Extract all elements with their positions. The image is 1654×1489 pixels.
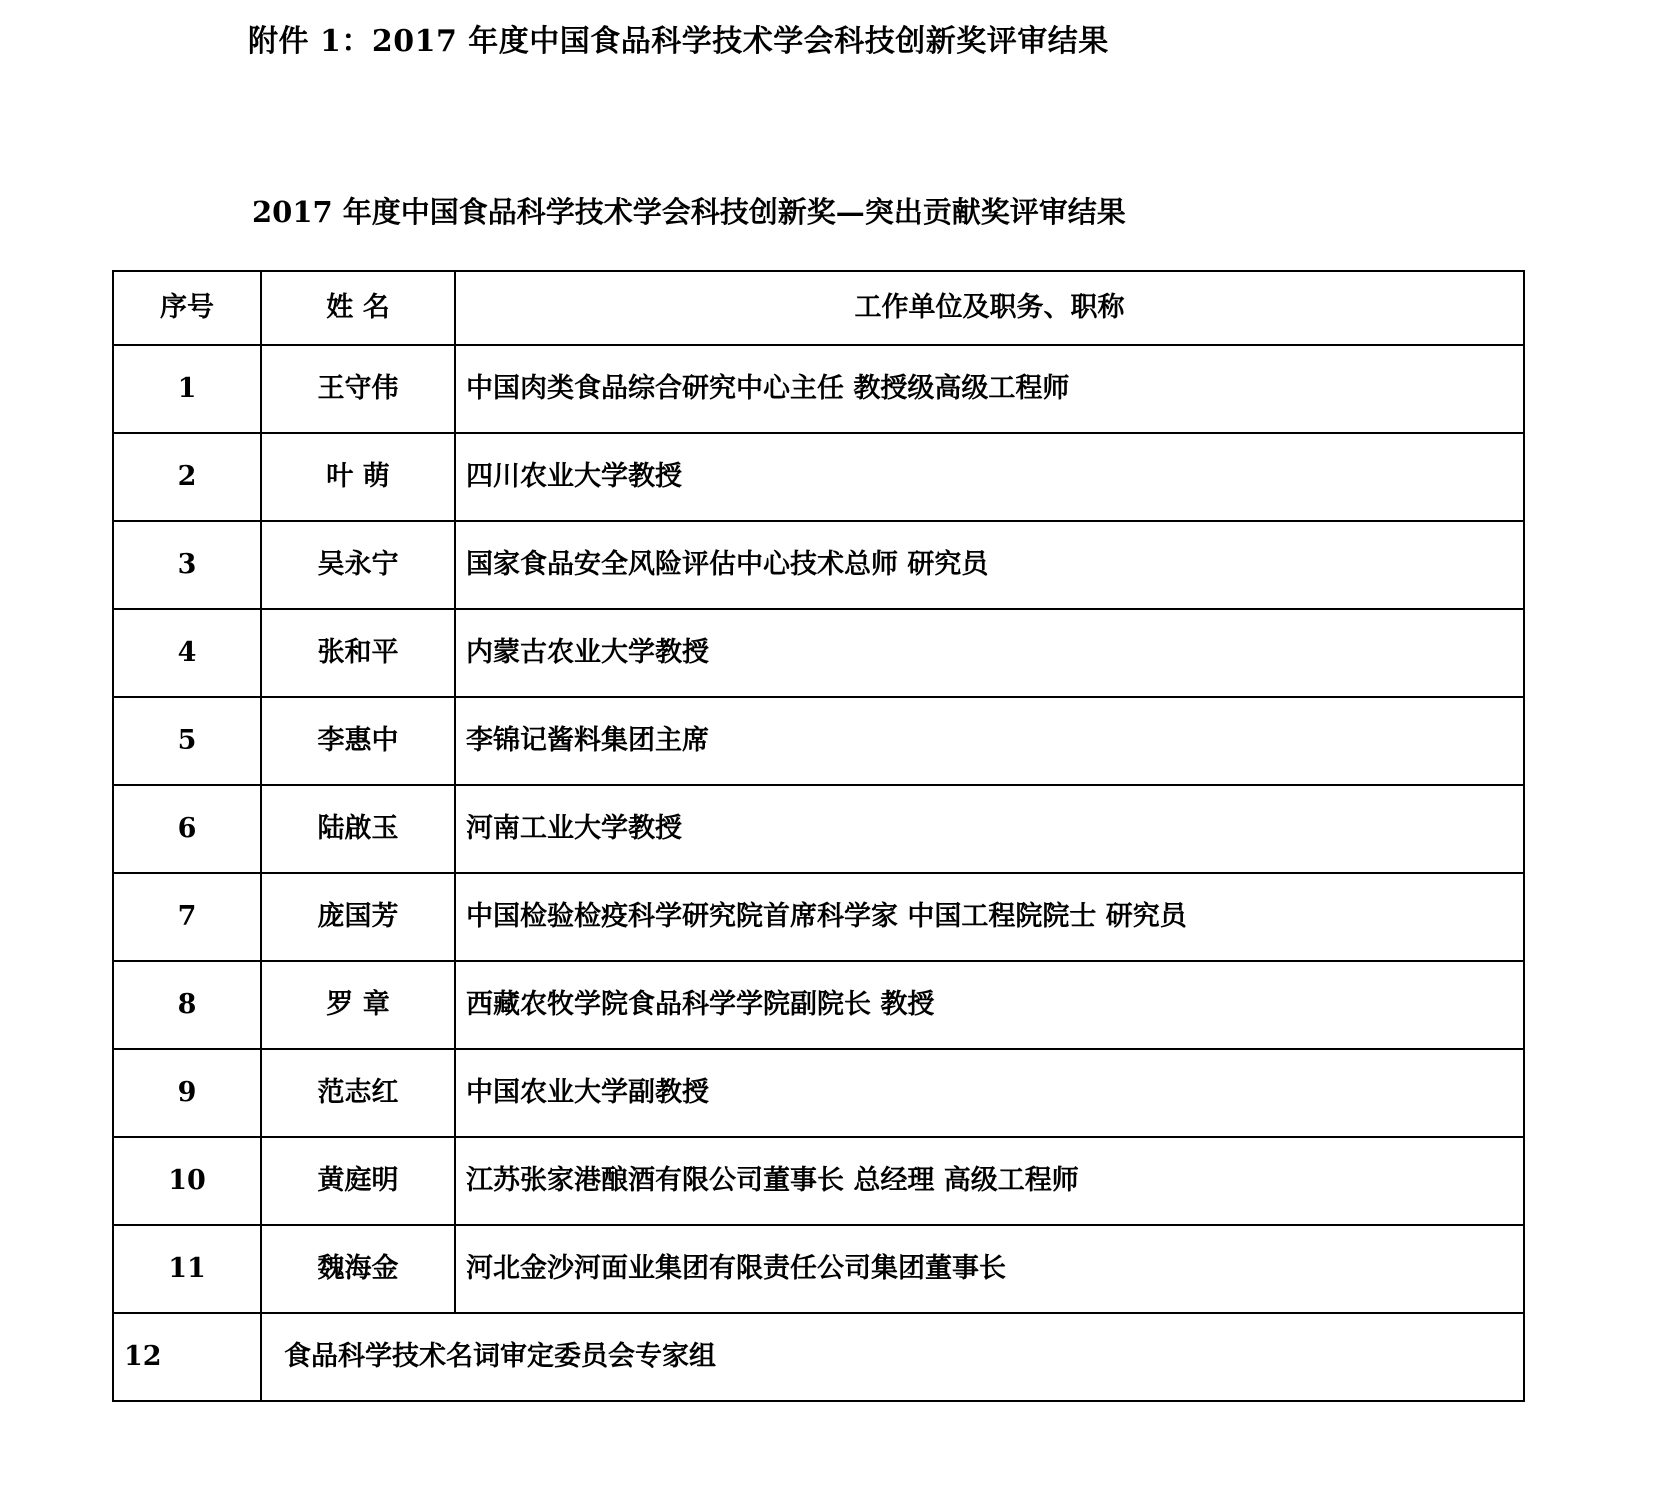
cell-no: 11 xyxy=(113,1225,261,1313)
cell-no: 5 xyxy=(113,697,261,785)
table-row xyxy=(113,521,1524,609)
header-cell-no: 序号 xyxy=(113,271,261,345)
header-cell-org: 工作单位及职务、职称 xyxy=(455,271,1524,345)
table-row xyxy=(113,609,1524,697)
section-title: 2017 年度中国食品科学技术学会科技创新奖—突出贡献奖评审结果 xyxy=(252,194,1126,229)
award-results-table xyxy=(112,270,1525,1402)
cell-no: 8 xyxy=(113,961,261,1049)
cell-name: 叶 萌 xyxy=(261,433,455,521)
table-row xyxy=(113,1049,1524,1137)
cell-org: 国家食品安全风险评估中心技术总师 研究员 xyxy=(455,521,1524,609)
table-row xyxy=(113,345,1524,433)
cell-name: 庞国芳 xyxy=(261,873,455,961)
cell-name: 张和平 xyxy=(261,609,455,697)
cell-org: 中国检验检疫科学研究院首席科学家 中国工程院院士 研究员 xyxy=(455,873,1524,961)
cell-name: 黄庭明 xyxy=(261,1137,455,1225)
table-row xyxy=(113,697,1524,785)
cell-name: 范志红 xyxy=(261,1049,455,1137)
table-body xyxy=(113,345,1524,1401)
cell-no: 12 xyxy=(113,1313,261,1401)
cell-org: 中国农业大学副教授 xyxy=(455,1049,1524,1137)
cell-org: 西藏农牧学院食品科学学院副院长 教授 xyxy=(455,961,1524,1049)
cell-group-name: 食品科学技术名词审定委员会专家组 xyxy=(261,1313,1524,1401)
header-cell-name: 姓 名 xyxy=(261,271,455,345)
attachment-title: 附件 1：2017 年度中国食品科学技术学会科技创新奖评审结果 xyxy=(248,24,1109,59)
table-row xyxy=(113,961,1524,1049)
cell-org: 中国肉类食品综合研究中心主任 教授级高级工程师 xyxy=(455,345,1524,433)
cell-org: 四川农业大学教授 xyxy=(455,433,1524,521)
cell-org: 河南工业大学教授 xyxy=(455,785,1524,873)
cell-name: 陆啟玉 xyxy=(261,785,455,873)
cell-no: 6 xyxy=(113,785,261,873)
table-row-group-entry xyxy=(113,1313,1524,1401)
cell-name: 李惠中 xyxy=(261,697,455,785)
table-header xyxy=(113,271,1524,345)
cell-name: 魏海金 xyxy=(261,1225,455,1313)
table-row xyxy=(113,785,1524,873)
cell-org: 河北金沙河面业集团有限责任公司集团董事长 xyxy=(455,1225,1524,1313)
cell-no: 3 xyxy=(113,521,261,609)
cell-no: 4 xyxy=(113,609,261,697)
table-row xyxy=(113,873,1524,961)
cell-no: 9 xyxy=(113,1049,261,1137)
cell-no: 1 xyxy=(113,345,261,433)
table-row xyxy=(113,433,1524,521)
table-row xyxy=(113,1225,1524,1313)
cell-name: 王守伟 xyxy=(261,345,455,433)
cell-org: 江苏张家港酿酒有限公司董事长 总经理 高级工程师 xyxy=(455,1137,1524,1225)
cell-no: 7 xyxy=(113,873,261,961)
cell-no: 10 xyxy=(113,1137,261,1225)
cell-org: 李锦记酱料集团主席 xyxy=(455,697,1524,785)
table-row xyxy=(113,1137,1524,1225)
cell-no: 2 xyxy=(113,433,261,521)
cell-name: 吴永宁 xyxy=(261,521,455,609)
cell-org: 内蒙古农业大学教授 xyxy=(455,609,1524,697)
table-header-row xyxy=(113,271,1524,345)
cell-name: 罗 章 xyxy=(261,961,455,1049)
